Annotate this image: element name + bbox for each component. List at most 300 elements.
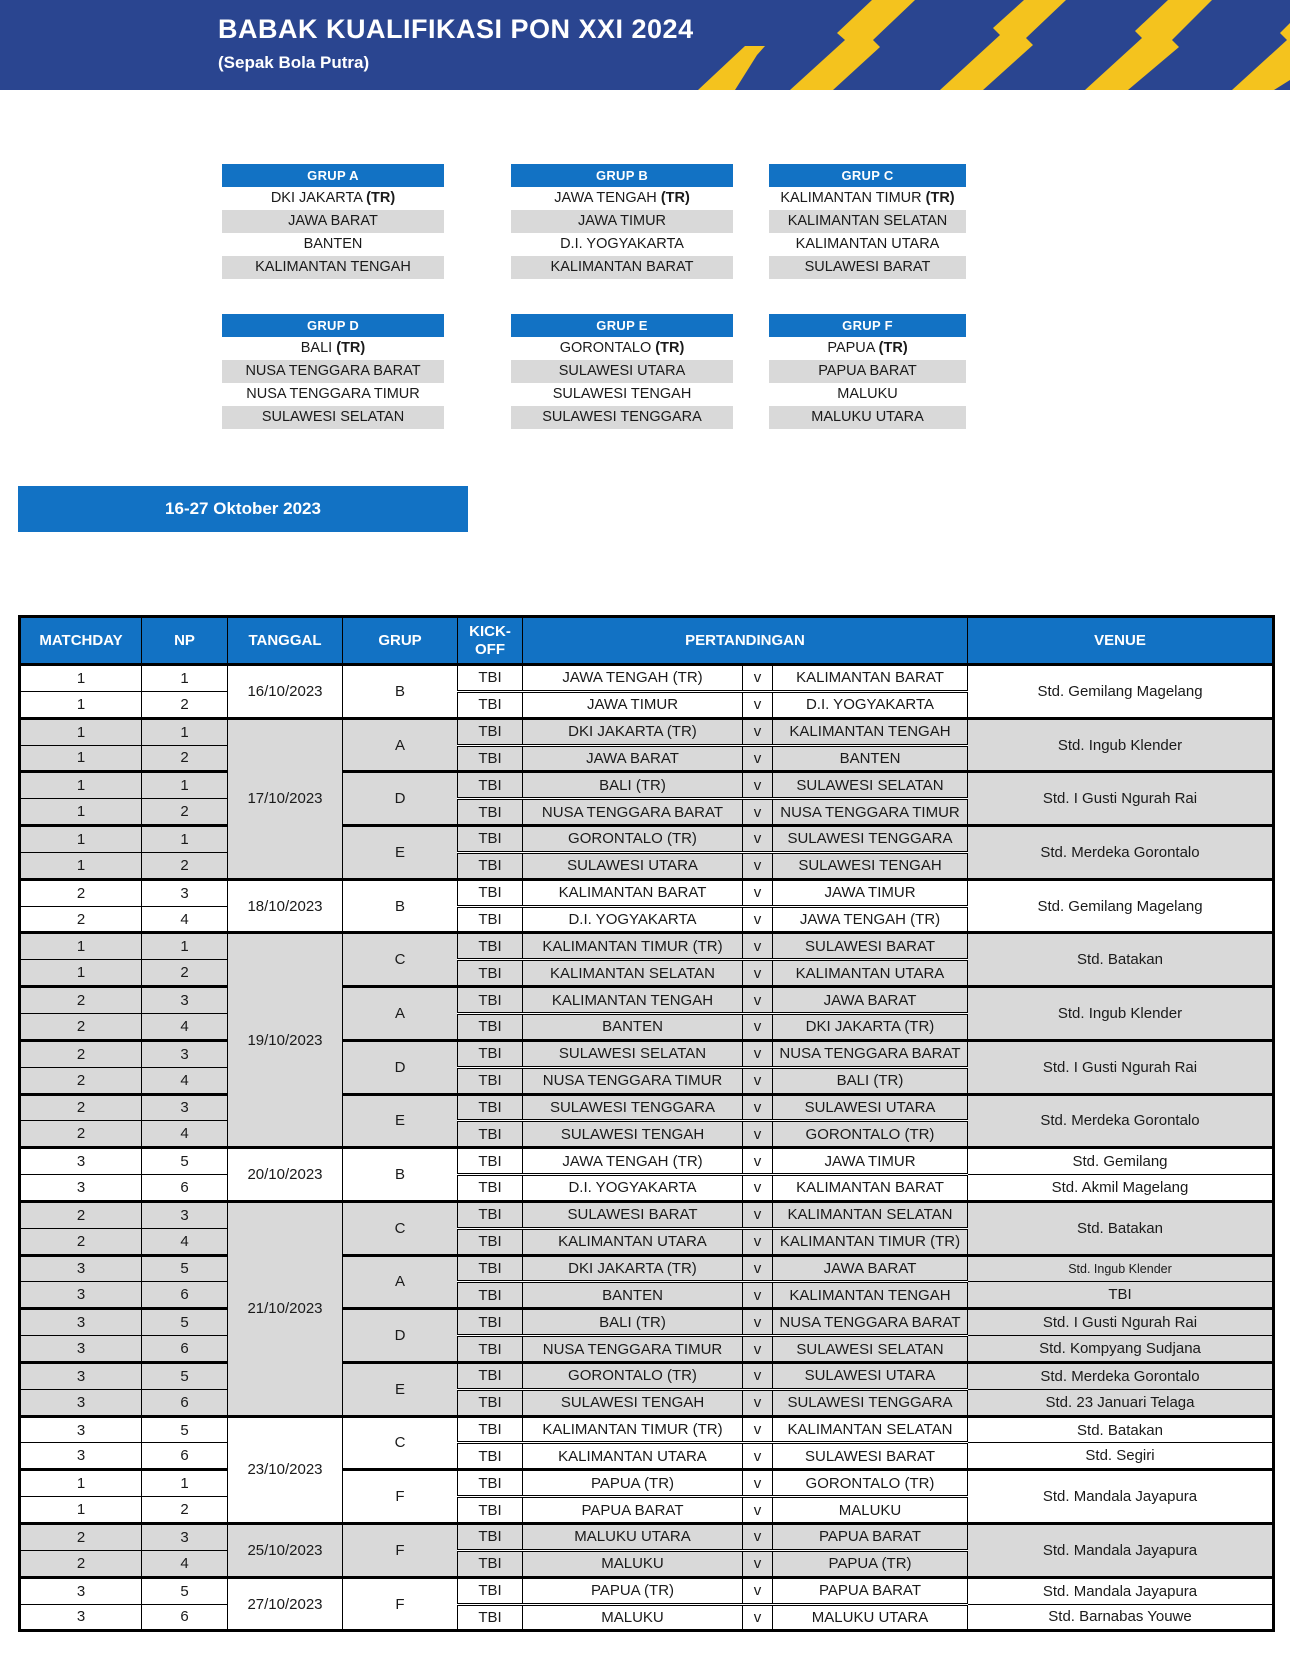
header-tanggal: TANGGAL [228, 617, 343, 665]
schedule-row [20, 826, 1274, 853]
cell-home-team: JAWA BARAT [523, 745, 743, 772]
cell-np: 1 [142, 826, 228, 853]
cell-away-team: BANTEN [773, 745, 968, 772]
cell-away-team: NUSA TENGGARA TIMUR [773, 799, 968, 826]
cell-np: 5 [142, 1577, 228, 1604]
cell-home-team: KALIMANTAN TENGAH [523, 987, 743, 1014]
cell-venue: Std. Batakan [968, 933, 1274, 987]
cell-venue: Std. Mandala Jayapura [968, 1470, 1274, 1524]
cell-np: 6 [142, 1389, 228, 1416]
cell-venue: Std. Mandala Jayapura [968, 1577, 1274, 1604]
header-venue: VENUE [968, 617, 1274, 665]
schedule-row [20, 1577, 1274, 1604]
cell-versus: v [743, 1470, 773, 1497]
schedule-row [20, 1470, 1274, 1497]
cell-venue: Std. Gemilang Magelang [968, 665, 1274, 719]
cell-np: 3 [142, 1201, 228, 1228]
cell-kickoff: TBI [458, 906, 523, 933]
group-team: KALIMANTAN TIMUR (TR) [780, 190, 955, 206]
cell-matchday: 1 [20, 1470, 142, 1497]
cell-away-team: KALIMANTAN BARAT [773, 665, 968, 692]
cell-grup: E [343, 826, 458, 880]
cell-tanggal: 27/10/2023 [228, 1577, 343, 1631]
schedule-table-wrap [18, 615, 1272, 1632]
cell-grup: B [343, 665, 458, 719]
cell-away-team: KALIMANTAN TENGAH [773, 1282, 968, 1309]
group-team: NUSA TENGGARA BARAT [222, 360, 444, 383]
group-team: PAPUA BARAT [769, 360, 966, 383]
cell-kickoff: TBI [458, 1228, 523, 1255]
schedule-row [20, 1201, 1274, 1228]
cell-np: 5 [142, 1309, 228, 1336]
cell-kickoff: TBI [458, 1121, 523, 1148]
cell-home-team: KALIMANTAN TIMUR (TR) [523, 933, 743, 960]
cell-home-team: KALIMANTAN TIMUR (TR) [523, 1416, 743, 1443]
group-header: GRUP B [511, 164, 733, 187]
cell-kickoff: TBI [458, 1201, 523, 1228]
cell-away-team: SULAWESI BARAT [773, 933, 968, 960]
cell-kickoff: TBI [458, 1416, 523, 1443]
cell-matchday: 1 [20, 665, 142, 692]
schedule-row [20, 1362, 1274, 1389]
cell-np: 3 [142, 1094, 228, 1121]
cell-np: 4 [142, 1121, 228, 1148]
cell-away-team: KALIMANTAN SELATAN [773, 1416, 968, 1443]
group-box-b [511, 164, 733, 279]
cell-matchday: 3 [20, 1175, 142, 1202]
cell-home-team: JAWA TENGAH (TR) [523, 1148, 743, 1175]
schedule-row [20, 879, 1274, 906]
cell-kickoff: TBI [458, 745, 523, 772]
cell-grup: F [343, 1524, 458, 1578]
cell-away-team: JAWA TENGAH (TR) [773, 906, 968, 933]
cell-venue: Std. Gemilang [968, 1148, 1274, 1175]
cell-np: 4 [142, 906, 228, 933]
cell-home-team: KALIMANTAN UTARA [523, 1228, 743, 1255]
cell-kickoff: TBI [458, 1175, 523, 1202]
cell-home-team: JAWA TENGAH (TR) [523, 665, 743, 692]
cell-np: 4 [142, 1067, 228, 1094]
cell-matchday: 1 [20, 826, 142, 853]
cell-kickoff: TBI [458, 1282, 523, 1309]
schedule-row [20, 1255, 1274, 1282]
schedule-row [20, 1389, 1274, 1416]
cell-away-team: PAPUA (TR) [773, 1550, 968, 1577]
cell-np: 2 [142, 691, 228, 718]
cell-home-team: KALIMANTAN SELATAN [523, 960, 743, 987]
cell-home-team: SULAWESI TENGAH [523, 1389, 743, 1416]
cell-venue: Std. Batakan [968, 1201, 1274, 1255]
schedule-row [20, 665, 1274, 692]
cell-grup: A [343, 1255, 458, 1309]
cell-matchday: 3 [20, 1309, 142, 1336]
group-box-d [222, 314, 444, 429]
page-subtitle: (Sepak Bola Putra) [218, 53, 370, 72]
cell-venue: Std. Mandala Jayapura [968, 1524, 1274, 1578]
cell-kickoff: TBI [458, 933, 523, 960]
cell-np: 5 [142, 1416, 228, 1443]
cell-home-team: MALUKU [523, 1604, 743, 1631]
cell-home-team: DKI JAKARTA (TR) [523, 1255, 743, 1282]
cell-matchday: 1 [20, 718, 142, 745]
cell-versus: v [743, 960, 773, 987]
cell-home-team: BANTEN [523, 1282, 743, 1309]
cell-matchday: 3 [20, 1416, 142, 1443]
cell-home-team: DKI JAKARTA (TR) [523, 718, 743, 745]
group-box-f [769, 314, 966, 429]
group-header: GRUP D [222, 314, 444, 337]
cell-matchday: 1 [20, 799, 142, 826]
cell-home-team: NUSA TENGGARA BARAT [523, 799, 743, 826]
cell-home-team: SULAWESI TENGGARA [523, 1094, 743, 1121]
cell-versus: v [743, 879, 773, 906]
cell-tanggal: 20/10/2023 [228, 1148, 343, 1202]
cell-np: 6 [142, 1336, 228, 1363]
cell-np: 1 [142, 772, 228, 799]
cell-matchday: 3 [20, 1336, 142, 1363]
cell-kickoff: TBI [458, 852, 523, 879]
cell-matchday: 2 [20, 906, 142, 933]
header-kickoff: KICK-OFF [458, 617, 523, 665]
cell-matchday: 3 [20, 1255, 142, 1282]
cell-matchday: 2 [20, 1094, 142, 1121]
cell-matchday: 3 [20, 1282, 142, 1309]
cell-away-team: D.I. YOGYAKARTA [773, 691, 968, 718]
cell-away-team: SULAWESI TENGGARA [773, 826, 968, 853]
cell-away-team: KALIMANTAN TIMUR (TR) [773, 1228, 968, 1255]
cell-np: 1 [142, 665, 228, 692]
cell-away-team: JAWA TIMUR [773, 1148, 968, 1175]
cell-kickoff: TBI [458, 1470, 523, 1497]
cell-away-team: NUSA TENGGARA BARAT [773, 1309, 968, 1336]
cell-versus: v [743, 987, 773, 1014]
cell-grup: A [343, 718, 458, 772]
group-team: NUSA TENGGARA TIMUR [246, 386, 420, 402]
cell-matchday: 2 [20, 1550, 142, 1577]
cell-matchday: 2 [20, 1040, 142, 1067]
header-matchday: MATCHDAY [20, 617, 142, 665]
cell-matchday: 2 [20, 1013, 142, 1040]
cell-venue: Std. Barnabas Youwe [968, 1604, 1274, 1631]
cell-venue: Std. Ingub Klender [968, 987, 1274, 1041]
cell-away-team: SULAWESI UTARA [773, 1362, 968, 1389]
cell-away-team: JAWA BARAT [773, 987, 968, 1014]
cell-versus: v [743, 691, 773, 718]
date-range-banner: 16-27 Oktober 2023 [18, 486, 468, 532]
cell-grup: E [343, 1094, 458, 1148]
group-header: GRUP A [222, 164, 444, 187]
group-team: PAPUA (TR) [827, 340, 908, 356]
cell-venue: Std. I Gusti Ngurah Rai [968, 1309, 1274, 1336]
schedule-row [20, 772, 1274, 799]
group-team: BANTEN [303, 236, 363, 252]
cell-grup: B [343, 879, 458, 933]
cell-np: 6 [142, 1175, 228, 1202]
group-team: JAWA TENGAH (TR) [554, 190, 690, 206]
cell-versus: v [743, 852, 773, 879]
cell-tanggal: 23/10/2023 [228, 1416, 343, 1523]
cell-kickoff: TBI [458, 987, 523, 1014]
cell-home-team: BALI (TR) [523, 772, 743, 799]
cell-away-team: SULAWESI SELATAN [773, 772, 968, 799]
schedule-row [20, 1309, 1274, 1336]
cell-away-team: MALUKU UTARA [773, 1604, 968, 1631]
cell-kickoff: TBI [458, 1524, 523, 1551]
cell-matchday: 3 [20, 1148, 142, 1175]
cell-versus: v [743, 1013, 773, 1040]
cell-versus: v [743, 718, 773, 745]
cell-np: 5 [142, 1255, 228, 1282]
cell-kickoff: TBI [458, 826, 523, 853]
cell-versus: v [743, 1577, 773, 1604]
cell-away-team: DKI JAKARTA (TR) [773, 1013, 968, 1040]
cell-versus: v [743, 1228, 773, 1255]
cell-versus: v [743, 1443, 773, 1470]
cell-grup: C [343, 1416, 458, 1470]
header-grup: GRUP [343, 617, 458, 665]
cell-matchday: 2 [20, 1067, 142, 1094]
cell-versus: v [743, 1604, 773, 1631]
cell-away-team: JAWA TIMUR [773, 879, 968, 906]
cell-versus: v [743, 1175, 773, 1202]
cell-versus: v [743, 1282, 773, 1309]
cell-versus: v [743, 933, 773, 960]
cell-away-team: NUSA TENGGARA BARAT [773, 1040, 968, 1067]
cell-home-team: MALUKU UTARA [523, 1524, 743, 1551]
cell-matchday: 1 [20, 691, 142, 718]
cell-venue: Std. Gemilang Magelang [968, 879, 1274, 933]
cell-home-team: BALI (TR) [523, 1309, 743, 1336]
cell-kickoff: TBI [458, 718, 523, 745]
schedule-row [20, 1604, 1274, 1631]
cell-versus: v [743, 1309, 773, 1336]
cell-versus: v [743, 1497, 773, 1524]
cell-home-team: SULAWESI UTARA [523, 852, 743, 879]
cell-venue: Std. Ingub Klender [968, 718, 1274, 772]
cell-tanggal: 21/10/2023 [228, 1201, 343, 1416]
cell-grup: E [343, 1362, 458, 1416]
cell-home-team: BANTEN [523, 1013, 743, 1040]
schedule-row [20, 1094, 1274, 1121]
schedule-row [20, 1148, 1274, 1175]
cell-versus: v [743, 665, 773, 692]
group-team: GORONTALO (TR) [559, 340, 685, 356]
cell-away-team: BALI (TR) [773, 1067, 968, 1094]
page-title: BABAK KUALIFIKASI PON XXI 2024 [218, 14, 694, 44]
cell-tanggal: 16/10/2023 [228, 665, 343, 719]
cell-kickoff: TBI [458, 1550, 523, 1577]
cell-np: 2 [142, 745, 228, 772]
cell-kickoff: TBI [458, 1362, 523, 1389]
cell-kickoff: TBI [458, 772, 523, 799]
cell-versus: v [743, 1362, 773, 1389]
cell-away-team: GORONTALO (TR) [773, 1121, 968, 1148]
cell-kickoff: TBI [458, 1013, 523, 1040]
group-team: SULAWESI TENGGARA [511, 406, 733, 429]
group-team: JAWA BARAT [222, 210, 444, 233]
schedule-row [20, 1040, 1274, 1067]
cell-np: 3 [142, 987, 228, 1014]
cell-kickoff: TBI [458, 1094, 523, 1121]
cell-np: 3 [142, 1524, 228, 1551]
cell-kickoff: TBI [458, 799, 523, 826]
group-header: GRUP C [769, 164, 966, 187]
cell-versus: v [743, 1389, 773, 1416]
group-team: SULAWESI SELATAN [222, 406, 444, 429]
cell-away-team: KALIMANTAN BARAT [773, 1175, 968, 1202]
cell-versus: v [743, 772, 773, 799]
cell-home-team: GORONTALO (TR) [523, 1362, 743, 1389]
cell-away-team: SULAWESI SELATAN [773, 1336, 968, 1363]
cell-home-team: MALUKU [523, 1550, 743, 1577]
cell-matchday: 3 [20, 1604, 142, 1631]
schedule-row [20, 1443, 1274, 1470]
cell-np: 4 [142, 1013, 228, 1040]
cell-versus: v [743, 745, 773, 772]
cell-matchday: 2 [20, 1228, 142, 1255]
cell-kickoff: TBI [458, 1309, 523, 1336]
cell-kickoff: TBI [458, 691, 523, 718]
cell-kickoff: TBI [458, 1577, 523, 1604]
cell-grup: A [343, 987, 458, 1041]
cell-home-team: JAWA TIMUR [523, 691, 743, 718]
group-team: DKI JAKARTA (TR) [270, 190, 396, 206]
cell-away-team: SULAWESI TENGAH [773, 852, 968, 879]
cell-matchday: 3 [20, 1389, 142, 1416]
cell-versus: v [743, 1255, 773, 1282]
group-team: SULAWESI BARAT [769, 256, 966, 279]
cell-np: 6 [142, 1604, 228, 1631]
cell-kickoff: TBI [458, 1389, 523, 1416]
group-header: GRUP F [769, 314, 966, 337]
cell-home-team: NUSA TENGGARA TIMUR [523, 1067, 743, 1094]
cell-venue: Std. I Gusti Ngurah Rai [968, 772, 1274, 826]
cell-grup: C [343, 933, 458, 987]
cell-grup: D [343, 1040, 458, 1094]
cell-grup: F [343, 1577, 458, 1631]
cell-venue: TBI [968, 1282, 1274, 1309]
cell-away-team: SULAWESI TENGGARA [773, 1389, 968, 1416]
cell-versus: v [743, 826, 773, 853]
cell-kickoff: TBI [458, 960, 523, 987]
cell-kickoff: TBI [458, 1067, 523, 1094]
cell-np: 1 [142, 718, 228, 745]
cell-venue: Std. Merdeka Gorontalo [968, 1362, 1274, 1389]
group-team: D.I. YOGYAKARTA [560, 236, 684, 252]
cell-np: 2 [142, 960, 228, 987]
cell-matchday: 2 [20, 879, 142, 906]
cell-away-team: JAWA BARAT [773, 1255, 968, 1282]
cell-kickoff: TBI [458, 1255, 523, 1282]
cell-matchday: 3 [20, 1577, 142, 1604]
cell-versus: v [743, 1550, 773, 1577]
cell-venue: Std. Merdeka Gorontalo [968, 1094, 1274, 1148]
cell-home-team: NUSA TENGGARA TIMUR [523, 1336, 743, 1363]
cell-home-team: KALIMANTAN BARAT [523, 879, 743, 906]
cell-grup: C [343, 1201, 458, 1255]
cell-np: 6 [142, 1443, 228, 1470]
cell-home-team: PAPUA (TR) [523, 1577, 743, 1604]
cell-home-team: PAPUA BARAT [523, 1497, 743, 1524]
cell-matchday: 1 [20, 1497, 142, 1524]
cell-away-team: KALIMANTAN TENGAH [773, 718, 968, 745]
cell-tanggal: 18/10/2023 [228, 879, 343, 933]
group-team: KALIMANTAN TENGAH [222, 256, 444, 279]
cell-np: 3 [142, 1040, 228, 1067]
group-team: BALI (TR) [300, 340, 366, 356]
cell-tanggal: 19/10/2023 [228, 933, 343, 1148]
cell-np: 5 [142, 1362, 228, 1389]
cell-home-team: PAPUA (TR) [523, 1470, 743, 1497]
schedule-row [20, 933, 1274, 960]
cell-kickoff: TBI [458, 1604, 523, 1631]
cell-kickoff: TBI [458, 1040, 523, 1067]
cell-venue: Std. I Gusti Ngurah Rai [968, 1040, 1274, 1094]
cell-np: 2 [142, 1497, 228, 1524]
schedule-row [20, 1416, 1274, 1443]
group-team: MALUKU [837, 386, 898, 402]
cell-venue: Std. 23 Januari Telaga [968, 1389, 1274, 1416]
cell-venue: Std. Akmil Magelang [968, 1175, 1274, 1202]
cell-np: 6 [142, 1282, 228, 1309]
cell-np: 2 [142, 799, 228, 826]
cell-matchday: 3 [20, 1443, 142, 1470]
schedule-row [20, 1336, 1274, 1363]
cell-versus: v [743, 1148, 773, 1175]
schedule-table [18, 615, 1275, 1632]
cell-np: 5 [142, 1148, 228, 1175]
cell-versus: v [743, 1201, 773, 1228]
cell-matchday: 2 [20, 1201, 142, 1228]
cell-matchday: 1 [20, 933, 142, 960]
cell-home-team: KALIMANTAN UTARA [523, 1443, 743, 1470]
cell-away-team: SULAWESI BARAT [773, 1443, 968, 1470]
cell-away-team: KALIMANTAN UTARA [773, 960, 968, 987]
cell-home-team: D.I. YOGYAKARTA [523, 906, 743, 933]
group-header: GRUP E [511, 314, 733, 337]
cell-matchday: 2 [20, 987, 142, 1014]
schedule-row [20, 1282, 1274, 1309]
group-box-c [769, 164, 966, 279]
schedule-header-row [20, 617, 1274, 665]
cell-versus: v [743, 1336, 773, 1363]
cell-matchday: 1 [20, 772, 142, 799]
cell-np: 1 [142, 933, 228, 960]
cell-np: 2 [142, 852, 228, 879]
cell-grup: D [343, 772, 458, 826]
cell-venue: Std. Batakan [968, 1416, 1274, 1443]
cell-matchday: 3 [20, 1362, 142, 1389]
cell-venue: Std. Ingub Klender [968, 1255, 1274, 1282]
banner-text-block [218, 14, 694, 73]
cell-versus: v [743, 1094, 773, 1121]
cell-away-team: PAPUA BARAT [773, 1577, 968, 1604]
cell-grup: B [343, 1148, 458, 1202]
cell-kickoff: TBI [458, 879, 523, 906]
group-team: KALIMANTAN UTARA [795, 236, 940, 252]
cell-matchday: 1 [20, 745, 142, 772]
cell-versus: v [743, 1067, 773, 1094]
header-pertandingan: PERTANDINGAN [523, 617, 968, 665]
group-box-a [222, 164, 444, 279]
cell-grup: D [343, 1309, 458, 1363]
schedule-row [20, 718, 1274, 745]
cell-matchday: 1 [20, 852, 142, 879]
cell-venue: Std. Merdeka Gorontalo [968, 826, 1274, 880]
cell-tanggal: 17/10/2023 [228, 718, 343, 879]
cell-home-team: SULAWESI TENGAH [523, 1121, 743, 1148]
cell-versus: v [743, 906, 773, 933]
